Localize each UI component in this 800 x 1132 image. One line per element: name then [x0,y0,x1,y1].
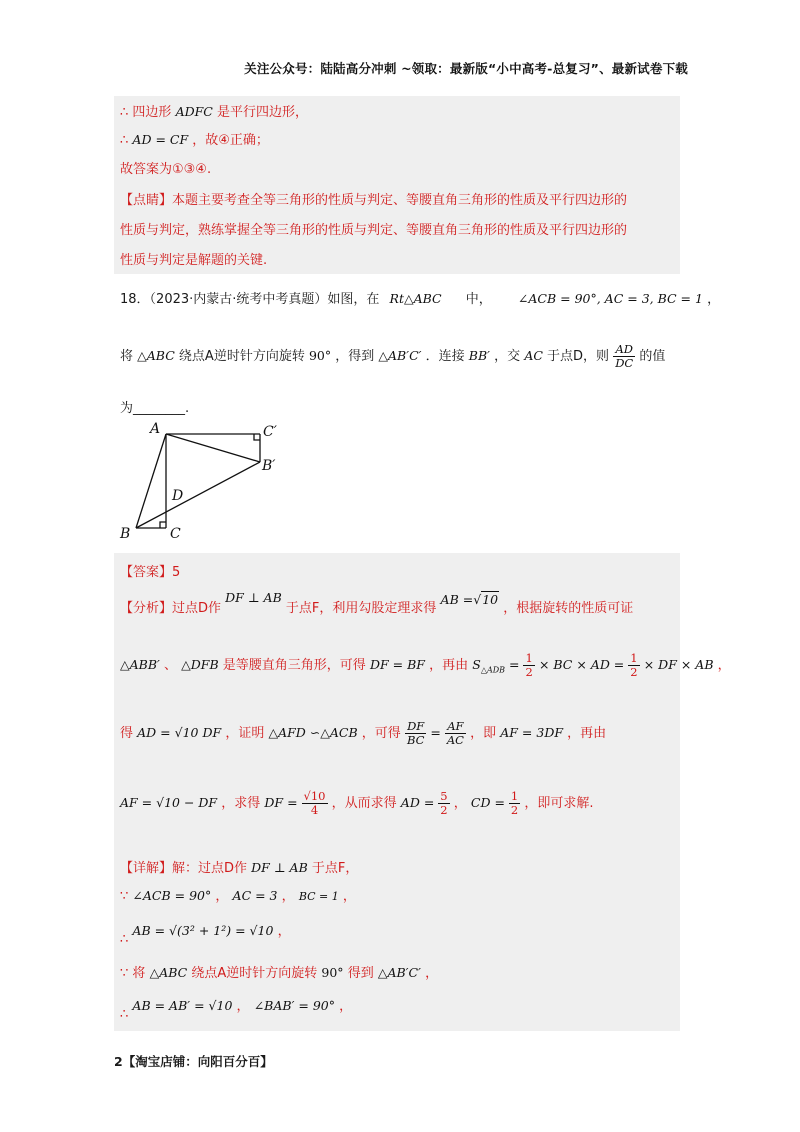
therefore-symbol: ∴ [120,133,129,148]
segment-bb-prime [136,462,260,528]
top-solution-block [114,96,680,274]
because-symbol: ∵ [120,966,129,981]
analysis-line-4: AF = √10 − DF ，求得 DF = $\frac{√10}{4}$ ，从而求得 AD = $\frac{5}{2}$ ， CD = $\frac{1}{2}$ ，即可求解. [120,789,594,817]
detail-line-5: ∴ AB = AB′ = √10 ， ∠BAB′ = 90° ， [120,998,353,1022]
question-line-2: 将 △ABC 绕点A逆时针方向旋转 90° ，得到 △AB′C′ ．连接 BB′ ，交 AC 于点D，则 $\frac{AD}{DC}$ 的值 [120,342,666,370]
line-ad-cf: ∴ AD = CF ，故④正确； [120,132,269,148]
detail-line-3: ∴ AB = √(3² + 1²) = √10 ， [120,923,291,947]
answer-line: 【答案】5 [120,565,181,580]
comment-line-1: 【点睛】本题主要考查全等三角形的性质与判定、等腰直角三角形的性质及平行四边形的 [120,193,628,208]
line-parallelogram: ∴ 四边形 ADFC 是平行四边形， [120,104,309,120]
analysis-line-1: 【分析】过点D作 DF ⊥ AB 于点F，利用勾股定理求得 AB =√10 ，根据旋转的性质可证 [120,590,634,616]
therefore-symbol: ∴ [120,932,129,947]
question-line-3: 为________. [120,401,190,416]
comment-line-2: 性质与判定，熟练掌握全等三角形的性质与判定、等腰直角三角形的性质及平行四边形的 [120,223,628,238]
ad-over-dc-fraction: $\frac{AD}{DC}$ [615,342,634,370]
label-b-prime: B′ [262,458,276,474]
comment-line-3: 性质与判定是解题的关键. [120,253,268,268]
label-b: B [120,526,131,542]
geometry-figure [114,418,294,542]
question-line-1: 18．（2023·内蒙古·统考中考真题）如图，在 Rt△ABC 中， ∠ACB = 90°, AC = 3, BC = 1 ， [120,291,721,307]
analysis-line-2: △ABB′ 、 △DFB 是等腰直角三角形，可得 DF = BF ，再由 $S_{\triangle ADB}$ = $\frac{1}{2}$ × BC × AD = $\frac{1}{2}$ × DF × AB ， [120,651,731,679]
therefore-symbol: ∴ [120,105,129,120]
therefore-symbol: ∴ [120,1007,129,1022]
page-footer: 2【淘宝店铺：向阳百分百】 [114,1054,273,1069]
label-c: C [170,526,181,542]
detail-line-4: ∵ 将 △ABC 绕点A逆时针方向旋转 90° 得到 △AB′C′ ， [120,965,439,981]
analysis-line-3: 得 AD = √10 DF ，证明 △AFD ∽△ACB ，可得 $\frac{DF}{BC}$ = $\frac{AF}{AC}$ ，即 AF = 3DF ，再由 [120,719,607,747]
page-header: 关注公众号：陆陆高分冲刺 ~领取：最新版“小中高考-总复习”、最新试卷下载 [244,61,688,76]
right-angle-c [160,522,166,528]
because-symbol: ∵ [120,889,129,904]
segment-ab-prime [166,434,260,462]
label-a: A [150,421,161,437]
label-c-prime: C′ [263,424,277,440]
detail-line-1: 【详解】解：过点D作 DF ⊥ AB 于点F， [120,860,359,876]
right-angle-c-prime [254,434,260,440]
label-d: D [172,488,184,504]
detail-line-2: ∵ ∠ACB = 90° ， AC = 3 ， BC = 1 ， [120,888,356,904]
line-answer-choice: 故答案为①③④. [120,162,212,177]
